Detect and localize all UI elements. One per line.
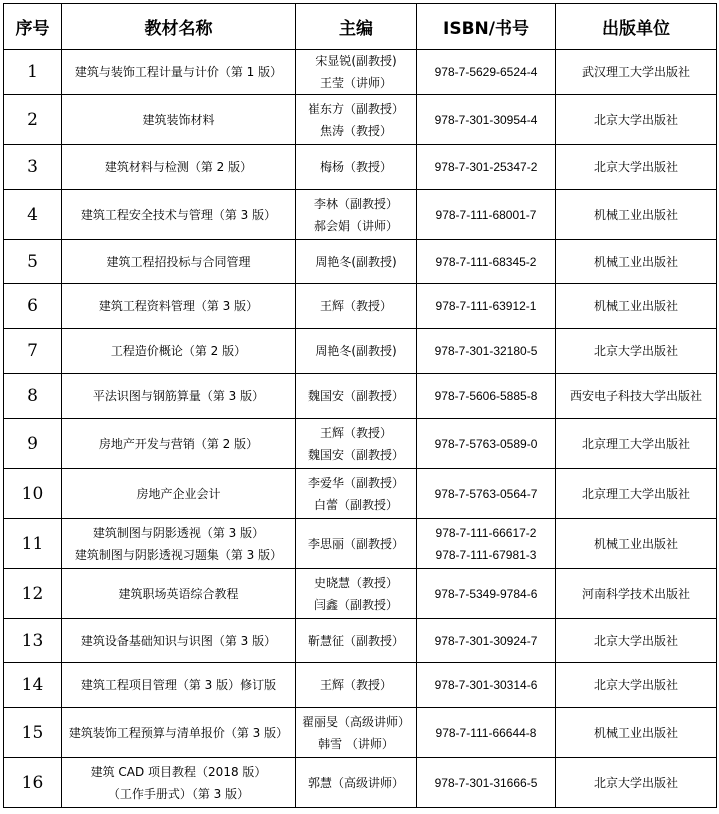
- publisher-cell: 北京大学出版社: [556, 145, 717, 190]
- isbn-number: 978-7-5763-0589-0: [434, 436, 538, 451]
- textbook-title-cell: [62, 240, 296, 284]
- table-row: [4, 190, 717, 240]
- table-row: [4, 708, 717, 758]
- table-row: [4, 469, 717, 519]
- textbook-title: 建筑职场英语综合教程: [118, 586, 239, 601]
- row-number: 9: [4, 419, 62, 469]
- table-row: [4, 145, 717, 190]
- editor-name: 魏国安（副教授）: [307, 389, 404, 403]
- isbn-cell: [417, 240, 556, 284]
- textbook-title: 建筑与装饰工程计量与计价（第 1 版）: [74, 65, 283, 79]
- table-body: [4, 50, 717, 808]
- header-title: 教材名称: [62, 4, 296, 50]
- editor-name: 翟丽旻（高级讲师）: [301, 714, 410, 729]
- table-row: [4, 569, 717, 619]
- editor-cell: [296, 284, 417, 329]
- isbn-cell: [417, 569, 556, 619]
- editor-name: 宋显锐(副教授): [315, 54, 397, 68]
- row-number: 5: [4, 240, 62, 284]
- editor-name: 李林（副教授）: [313, 196, 398, 211]
- publisher-cell: 北京大学出版社: [556, 758, 717, 808]
- editor-name: 白蕾（副教授）: [313, 497, 398, 512]
- isbn-number: 978-7-301-25347-2: [434, 160, 538, 174]
- editor-cell: [296, 240, 417, 284]
- table-row: [4, 663, 717, 708]
- row-number: 10: [4, 469, 62, 519]
- publisher-cell: 机械工业出版社: [556, 519, 717, 569]
- editor-cell: [296, 190, 417, 240]
- editor-name: 韩雪 （讲师）: [318, 736, 394, 751]
- publisher-cell: 北京理工大学出版社: [556, 469, 717, 519]
- editor-cell: [296, 95, 417, 145]
- textbook-title: 建筑装饰工程预算与清单报价（第 3 版）: [68, 725, 289, 740]
- textbook-title-cell: [62, 419, 296, 469]
- isbn-number: 978-7-301-30924-7: [434, 633, 538, 648]
- row-number: 6: [4, 284, 62, 329]
- table-row: [4, 374, 717, 419]
- isbn-number: 978-7-301-31666-5: [434, 775, 538, 790]
- publisher-cell: 北京大学出版社: [556, 95, 717, 145]
- textbook-title-cell: [62, 190, 296, 240]
- textbook-title: 平法识图与钢筋算量（第 3 版）: [92, 389, 265, 403]
- textbook-title: 建筑材料与检测（第 2 版）: [104, 160, 253, 174]
- isbn-number: 978-7-5349-9784-6: [434, 586, 538, 601]
- table-row: [4, 284, 717, 329]
- textbook-title-cell: [62, 145, 296, 190]
- publisher-cell: 机械工业出版社: [556, 240, 717, 284]
- row-number: 2: [4, 95, 62, 145]
- row-number: 3: [4, 145, 62, 190]
- isbn-number: 978-7-111-66644-8: [435, 725, 537, 740]
- textbook-table: [3, 3, 717, 808]
- editor-cell: [296, 374, 417, 419]
- row-number: 16: [4, 758, 62, 808]
- row-number: 7: [4, 329, 62, 374]
- editor-name: 王辉（教授）: [319, 678, 392, 692]
- textbook-title: 建筑制图与阴影透视习题集（第 3 版）: [74, 547, 283, 562]
- publisher-cell: 北京大学出版社: [556, 619, 717, 663]
- editor-cell: [296, 619, 417, 663]
- editor-name: 周艳冬(副教授): [315, 344, 397, 358]
- editor-name: 焦涛（教授）: [319, 123, 392, 138]
- header-isbn: ISBN/书号: [417, 4, 556, 50]
- table-row: [4, 240, 717, 284]
- editor-name: 周艳冬(副教授): [315, 254, 397, 269]
- isbn-number: 978-7-5629-6524-4: [434, 65, 538, 79]
- editor-name: 王莹（讲师）: [319, 76, 392, 90]
- row-number: 11: [4, 519, 62, 569]
- publisher-cell: 北京大学出版社: [556, 329, 717, 374]
- editor-name: 魏国安（副教授）: [307, 447, 404, 462]
- textbook-title: 房地产企业会计: [136, 486, 221, 501]
- table-row: [4, 619, 717, 663]
- publisher-cell: 武汉理工大学出版社: [556, 50, 717, 95]
- isbn-number: 978-7-111-66617-2: [435, 525, 537, 540]
- table-row: [4, 329, 717, 374]
- isbn-cell: [417, 519, 556, 569]
- header-no: 序号: [4, 4, 62, 50]
- isbn-number: 978-7-5606-5885-8: [434, 389, 538, 403]
- editor-cell: [296, 758, 417, 808]
- textbook-title: 建筑 CAD 项目教程（2018 版）: [90, 764, 267, 779]
- editor-cell: [296, 469, 417, 519]
- textbook-title: 房地产开发与营销（第 2 版）: [98, 436, 259, 451]
- table-row: [4, 95, 717, 145]
- textbook-title-cell: [62, 95, 296, 145]
- isbn-cell: [417, 708, 556, 758]
- table-row: [4, 50, 717, 95]
- row-number: 8: [4, 374, 62, 419]
- textbook-title-cell: [62, 619, 296, 663]
- textbook-title: 建筑制图与阴影透视（第 3 版）: [92, 525, 265, 540]
- isbn-number: 978-7-111-63912-1: [435, 299, 537, 313]
- textbook-title-cell: [62, 708, 296, 758]
- editor-name: 史晓慧（教授）: [313, 575, 398, 590]
- isbn-number: 978-7-5763-0564-7: [434, 486, 538, 501]
- isbn-cell: [417, 95, 556, 145]
- editor-name: 王辉（教授）: [319, 299, 392, 313]
- isbn-number: 978-7-111-68001-7: [435, 207, 537, 222]
- textbook-title-cell: [62, 663, 296, 708]
- textbook-title-cell: [62, 569, 296, 619]
- row-number: 13: [4, 619, 62, 663]
- textbook-title-cell: [62, 374, 296, 419]
- textbook-title: 建筑工程安全技术与管理（第 3 版）: [80, 207, 277, 222]
- isbn-number: 978-7-301-30954-4: [434, 112, 538, 127]
- table-row: [4, 519, 717, 569]
- textbook-title: （工作手册式）（第 3 版）: [107, 786, 250, 801]
- isbn-cell: [417, 374, 556, 419]
- isbn-number: 978-7-111-68345-2: [435, 254, 537, 269]
- editor-name: 郝会娟（讲师）: [313, 218, 398, 233]
- isbn-cell: [417, 419, 556, 469]
- editor-cell: [296, 569, 417, 619]
- publisher-cell: 北京理工大学出版社: [556, 419, 717, 469]
- editor-name: 梅杨（教授）: [319, 160, 392, 174]
- editor-name: 郭慧（高级讲师）: [307, 775, 404, 790]
- editor-cell: [296, 50, 417, 95]
- textbook-title: 建筑装饰材料: [142, 112, 215, 127]
- header-publisher: 出版单位: [556, 4, 717, 50]
- textbook-title-cell: [62, 284, 296, 329]
- header-row: [4, 4, 717, 50]
- editor-cell: [296, 663, 417, 708]
- isbn-number: 978-7-301-30314-6: [434, 678, 538, 692]
- isbn-number: 978-7-111-67981-3: [435, 547, 537, 562]
- publisher-cell: 河南科学技术出版社: [556, 569, 717, 619]
- textbook-title: 建筑设备基础知识与识图（第 3 版）: [80, 633, 277, 648]
- editor-name: 王辉（教授）: [319, 425, 392, 440]
- textbook-title: 工程造价概论（第 2 版）: [110, 344, 247, 358]
- publisher-cell: 北京大学出版社: [556, 663, 717, 708]
- editor-cell: [296, 708, 417, 758]
- table-row: [4, 419, 717, 469]
- row-number: 15: [4, 708, 62, 758]
- publisher-cell: 机械工业出版社: [556, 284, 717, 329]
- isbn-cell: [417, 284, 556, 329]
- editor-cell: [296, 519, 417, 569]
- textbook-title-cell: [62, 329, 296, 374]
- textbook-title-cell: [62, 758, 296, 808]
- textbook-title: 建筑工程资料管理（第 3 版）: [98, 299, 259, 313]
- isbn-cell: [417, 758, 556, 808]
- textbook-title-cell: [62, 519, 296, 569]
- table-row: [4, 758, 717, 808]
- row-number: 1: [4, 50, 62, 95]
- editor-name: 李思丽（副教授）: [307, 536, 404, 551]
- header-editor: 主编: [296, 4, 417, 50]
- isbn-number: 978-7-301-32180-5: [434, 344, 538, 358]
- textbook-title-cell: [62, 50, 296, 95]
- editor-name: 靳慧征（副教授）: [307, 633, 404, 648]
- isbn-cell: [417, 190, 556, 240]
- isbn-cell: [417, 619, 556, 663]
- editor-name: 李爱华（副教授）: [307, 475, 404, 490]
- row-number: 12: [4, 569, 62, 619]
- editor-name: 闫鑫（副教授）: [313, 597, 398, 612]
- editor-cell: [296, 419, 417, 469]
- textbook-title: 建筑工程招投标与合同管理: [106, 254, 251, 269]
- isbn-cell: [417, 663, 556, 708]
- row-number: 4: [4, 190, 62, 240]
- editor-cell: [296, 145, 417, 190]
- textbook-title-cell: [62, 469, 296, 519]
- isbn-cell: [417, 50, 556, 95]
- isbn-cell: [417, 329, 556, 374]
- editor-cell: [296, 329, 417, 374]
- isbn-cell: [417, 469, 556, 519]
- editor-name: 崔东方（副教授）: [307, 101, 404, 116]
- row-number: 14: [4, 663, 62, 708]
- publisher-cell: 西安电子科技大学出版社: [556, 374, 717, 419]
- publisher-cell: 机械工业出版社: [556, 190, 717, 240]
- textbook-title: 建筑工程项目管理（第 3 版）修订版: [80, 678, 277, 692]
- isbn-cell: [417, 145, 556, 190]
- publisher-cell: 机械工业出版社: [556, 708, 717, 758]
